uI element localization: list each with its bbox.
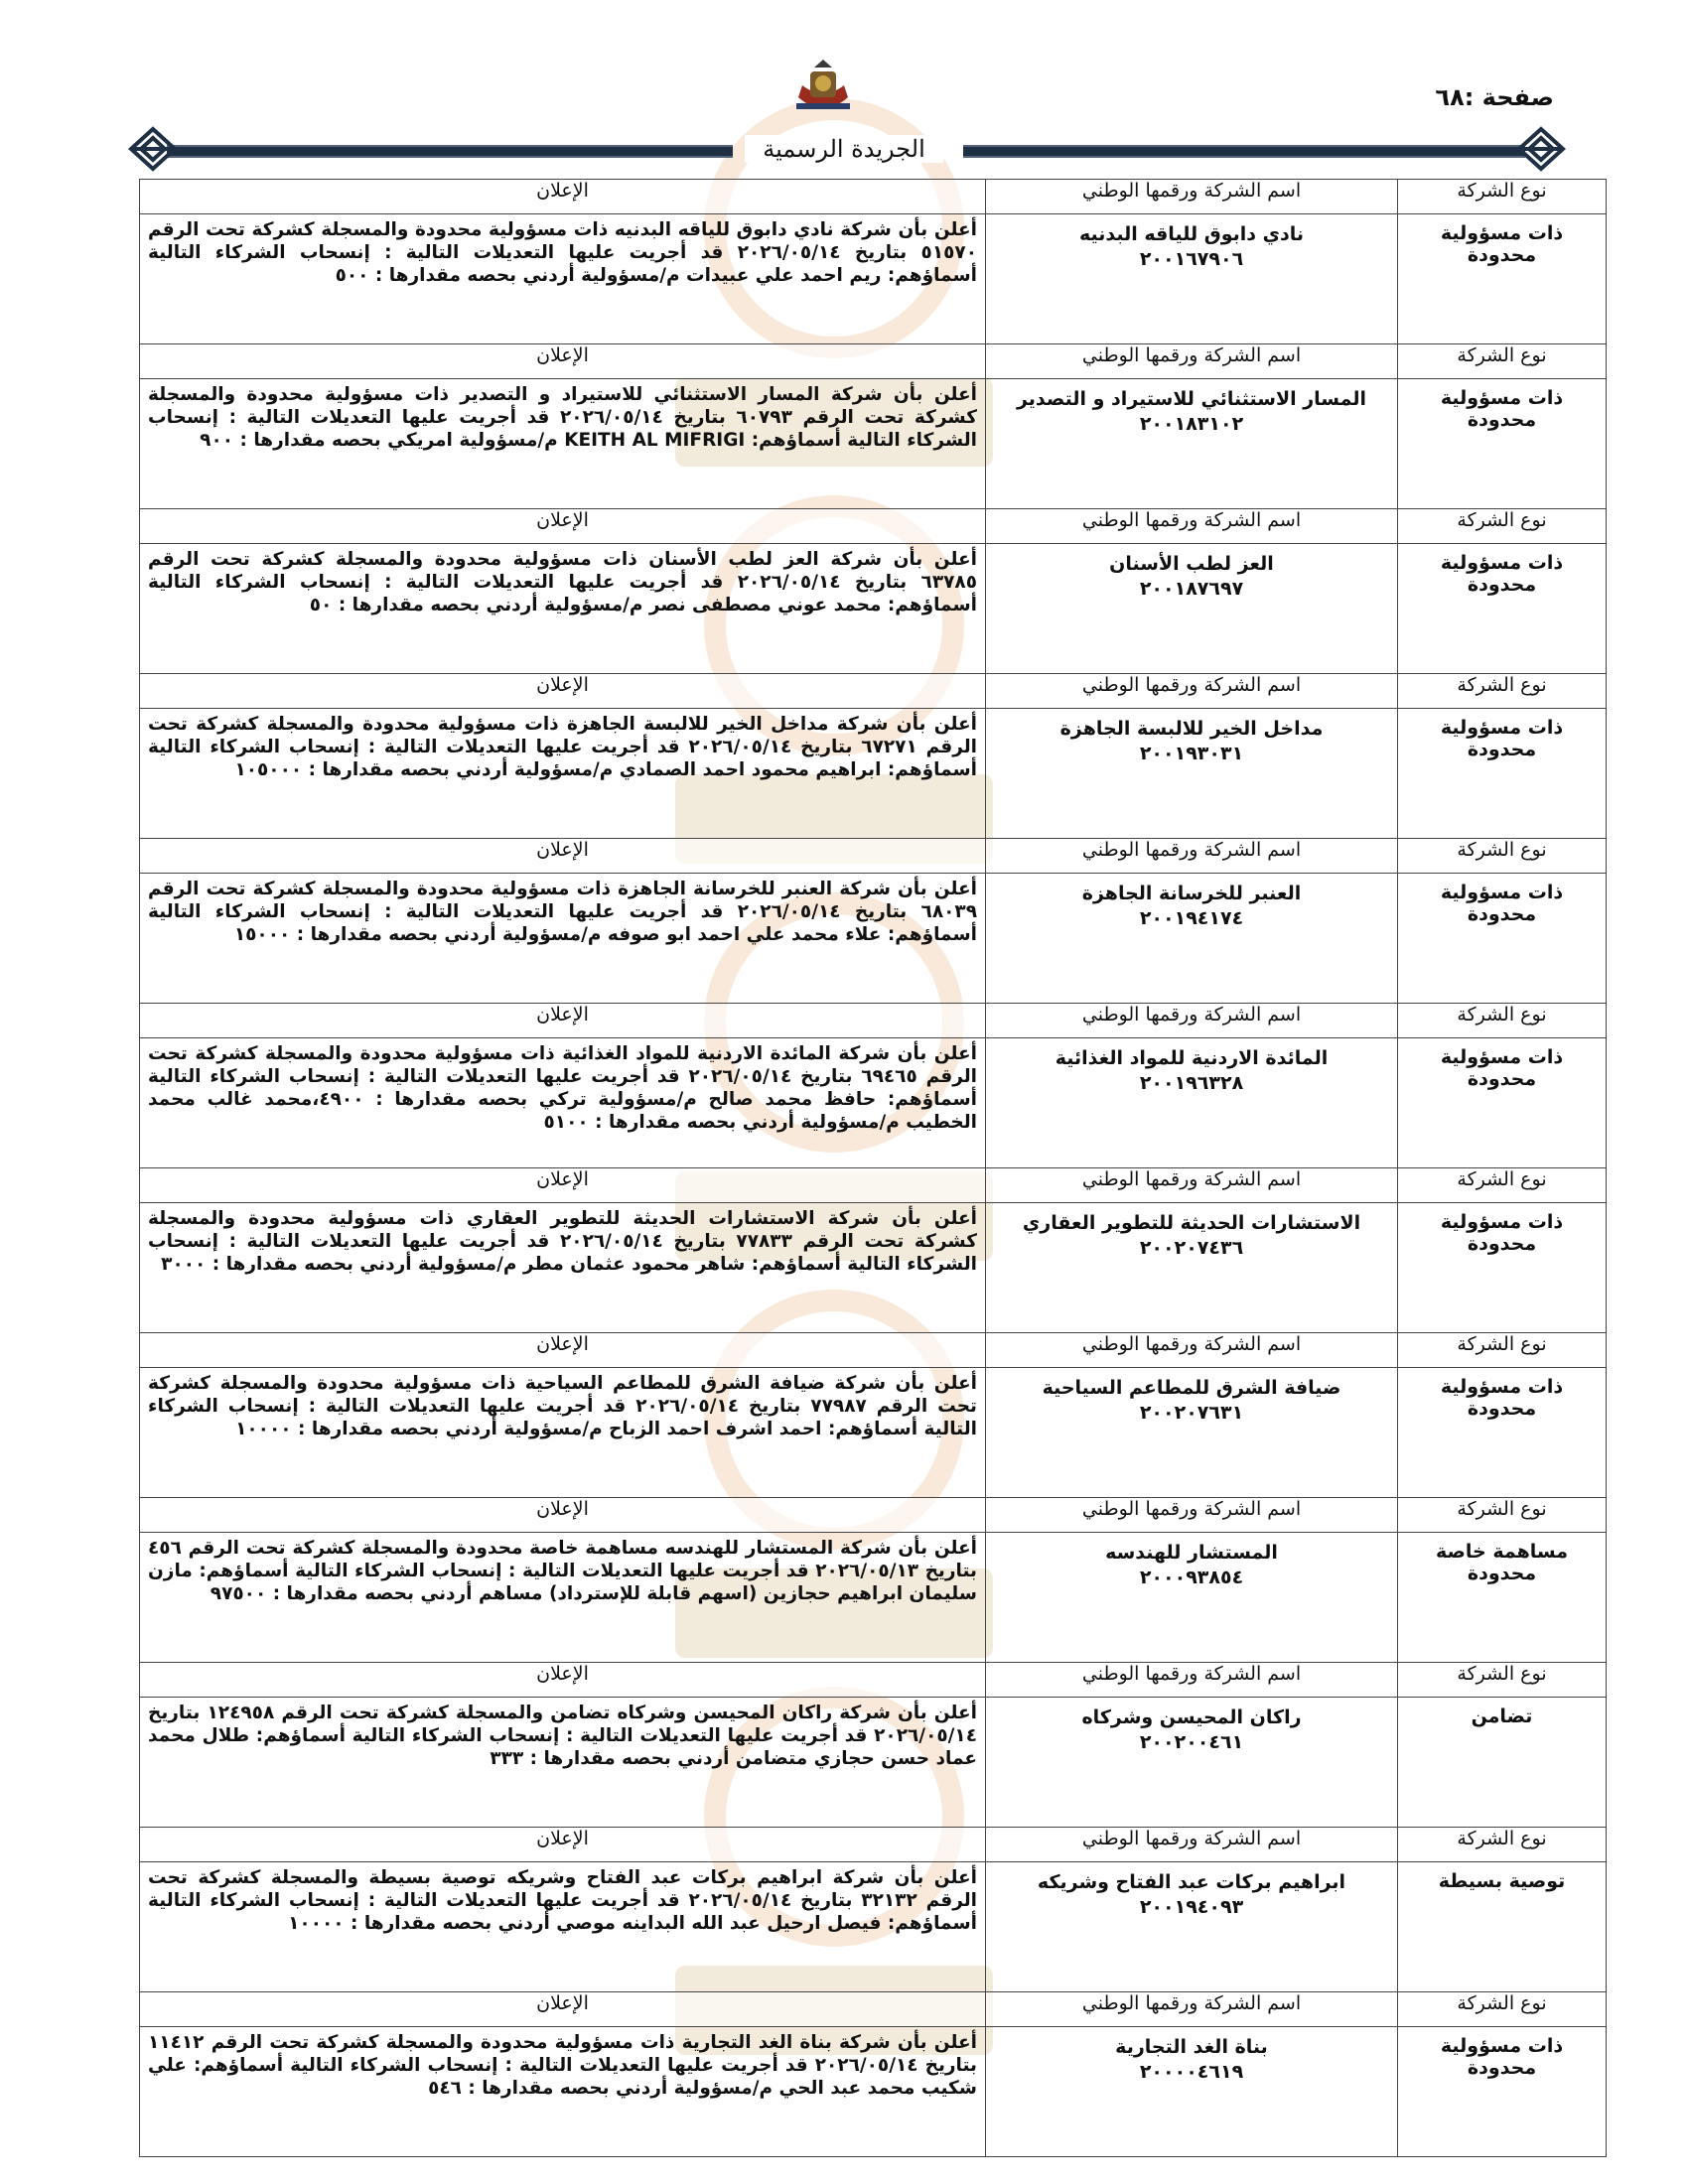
column-header-name: اسم الشركة ورقمها الوطني: [986, 1004, 1398, 1038]
page-number: صفحة :٦٨: [1435, 83, 1554, 111]
gazette-title: الجريدة الرسمية: [745, 135, 943, 163]
company-name: بناة الغد التجارية: [1115, 2036, 1268, 2058]
national-id: ٢٠٠٠٠٤٦١٩: [1139, 2061, 1244, 2083]
record-header-row: [140, 344, 1607, 379]
company-name-cell: [986, 544, 1398, 674]
column-header-name: اسم الشركة ورقمها الوطني: [986, 180, 1398, 214]
company-name: المستشار للهندسه: [1105, 1542, 1278, 1564]
column-header-type: نوع الشركة: [1398, 1663, 1607, 1698]
national-id: ٢٠٠٢٠٧٤٣٦: [1139, 1237, 1244, 1259]
company-name-cell: [986, 1533, 1398, 1663]
record-row: [140, 1698, 1607, 1828]
header-rule-right: [963, 145, 1525, 158]
record-header-row: [140, 1828, 1607, 1862]
record-row: [140, 1862, 1607, 1992]
column-header-notice: الإعلان: [140, 1992, 986, 2027]
column-header-notice: الإعلان: [140, 1663, 986, 1698]
column-header-type: نوع الشركة: [1398, 1168, 1607, 1203]
company-name-cell: [986, 379, 1398, 509]
company-name-cell: [986, 709, 1398, 839]
notice-text: أعلن بأن شركة المسار الاستثنائي للاستيراد و التصدير ذات مسؤولية محدودة والمسجلة كشركة تحت الرقم ٦٠٧٩٣ بتاريخ ٢٠٢٦/٠٥/١٤ قد أجريت عليها التعديلات التالية : إنسحاب الشركاء التالية أسماؤهم: KEITH AL MIFRIGI م/مسؤولية امريكي بحصه مقدارها : ٩٠٠: [140, 379, 986, 509]
notice-text: أعلن بأن شركة ابراهيم بركات عبد الفتاح وشريكه توصية بسيطة والمسجلة كشركة تحت الرقم ٣٢١٣٢ بتاريخ ٢٠٢٦/٠٥/١٤ قد أجريت عليها التعديلات التالية : إنسحاب الشركاء التالية أسماؤهم: فيصل ارحيل عبد الله البداينه موصي أردني بحصه مقدارها : ١٠٠٠٠: [140, 1862, 986, 1992]
record-row: [140, 1368, 1607, 1498]
company-name: ابراهيم بركات عبد الفتاح وشريكه: [1037, 1871, 1346, 1893]
national-id: ٢٠٠٠٩٣٨٥٤: [1139, 1567, 1244, 1588]
column-header-name: اسم الشركة ورقمها الوطني: [986, 1828, 1398, 1862]
column-header-notice: الإعلان: [140, 1828, 986, 1862]
column-header-type: نوع الشركة: [1398, 674, 1607, 709]
column-header-name: اسم الشركة ورقمها الوطني: [986, 509, 1398, 544]
company-type: ذات مسؤولية محدودة: [1398, 2027, 1607, 2157]
company-name-cell: [986, 1862, 1398, 1992]
company-type: ذات مسؤولية محدودة: [1398, 379, 1607, 509]
company-name-cell: [986, 1203, 1398, 1333]
record-header-row: [140, 1333, 1607, 1368]
notice-text: أعلن بأن شركة الاستشارات الحديثة للتطوير العقاري ذات مسؤولية محدودة والمسجلة كشركة تحت الرقم ٧٧٨٣٣ بتاريخ ٢٠٢٦/٠٥/١٤ قد أجريت عليها التعديلات التالية : إنسحاب الشركاء التالية أسماؤهم: شاهر محمود عثمان مطر م/مسؤولية أردني بحصه مقدارها : ٣٠٠٠: [140, 1203, 986, 1333]
company-type: ذات مسؤولية محدودة: [1398, 1038, 1607, 1168]
company-type: تضامن: [1398, 1698, 1607, 1828]
record-row: [140, 2027, 1607, 2157]
national-id: ٢٠٠٢٠٠٤٦١: [1139, 1731, 1244, 1753]
company-name: العنبر للخرسانة الجاهزة: [1081, 883, 1302, 904]
ornament-knot-icon: [127, 125, 179, 173]
column-header-name: اسم الشركة ورقمها الوطني: [986, 1168, 1398, 1203]
record-header-row: [140, 1992, 1607, 2027]
notices-body: [140, 180, 1607, 2157]
company-name: نادي دابوق للياقه البدنيه: [1078, 223, 1305, 245]
national-id: ٢٠٠١٨٣١٠٢: [1139, 413, 1244, 435]
column-header-notice: الإعلان: [140, 674, 986, 709]
company-name: ضيافة الشرق للمطاعم السياحية: [1042, 1377, 1341, 1399]
column-header-notice: الإعلان: [140, 1004, 986, 1038]
column-header-type: نوع الشركة: [1398, 839, 1607, 874]
company-name: راكان المحيسن وشركاه: [1081, 1706, 1302, 1728]
ornament-knot-icon: [1515, 125, 1567, 173]
company-name: المسار الاستثنائي للاستيراد و التصدير: [1016, 388, 1367, 410]
record-header-row: [140, 1498, 1607, 1533]
company-name-cell: [986, 1038, 1398, 1168]
national-id: ٢٠٠١٩٣٠٣١: [1139, 743, 1244, 764]
column-header-type: نوع الشركة: [1398, 344, 1607, 379]
notice-text: أعلن بأن شركة العز لطب الأسنان ذات مسؤولية محدودة والمسجلة كشركة تحت الرقم ٦٣٧٨٥ بتاريخ ٢٠٢٦/٠٥/١٤ قد أجريت عليها التعديلات التالية : إنسحاب الشركاء التالية أسماؤهم: محمد عوني مصطفى نصر م/مسؤولية أردني بحصه مقدارها : ٥٠: [140, 544, 986, 674]
column-header-name: اسم الشركة ورقمها الوطني: [986, 1992, 1398, 2027]
company-type: ذات مسؤولية محدودة: [1398, 1203, 1607, 1333]
column-header-type: نوع الشركة: [1398, 1828, 1607, 1862]
national-id: ٢٠٠١٩٤٠٩٣: [1139, 1896, 1244, 1918]
company-name-cell: [986, 2027, 1398, 2157]
record-row: [140, 1038, 1607, 1168]
column-header-notice: الإعلان: [140, 180, 986, 214]
record-header-row: [140, 1004, 1607, 1038]
column-header-notice: الإعلان: [140, 839, 986, 874]
company-name-cell: [986, 1698, 1398, 1828]
column-header-name: اسم الشركة ورقمها الوطني: [986, 839, 1398, 874]
column-header-type: نوع الشركة: [1398, 1333, 1607, 1368]
company-type: ذات مسؤولية محدودة: [1398, 1368, 1607, 1498]
column-header-notice: الإعلان: [140, 1168, 986, 1203]
company-name: المائدة الاردنية للمواد الغذائية: [1055, 1047, 1329, 1069]
record-header-row: [140, 839, 1607, 874]
company-notices-table: [139, 179, 1607, 2157]
national-id: ٢٠٠١٨٧٦٩٧: [1139, 578, 1244, 600]
national-id: ٢٠٠١٦٧٩٠٦: [1139, 248, 1244, 270]
record-row: [140, 874, 1607, 1004]
record-row: [140, 544, 1607, 674]
record-row: [140, 379, 1607, 509]
company-type: ذات مسؤولية محدودة: [1398, 874, 1607, 1004]
column-header-notice: الإعلان: [140, 509, 986, 544]
notice-text: أعلن بأن شركة مداخل الخير للالبسة الجاهزة ذات مسؤولية محدودة والمسجلة كشركة تحت الرقم ٦٧٢٧١ بتاريخ ٢٠٢٦/٠٥/١٤ قد أجريت عليها التعديلات التالية : إنسحاب الشركاء التالية أسماؤهم: ابراهيم محمود احمد الصمادي م/مسؤولية أردني بحصه مقدارها : ١٠٥٠٠٠: [140, 709, 986, 839]
column-header-type: نوع الشركة: [1398, 180, 1607, 214]
company-type: ذات مسؤولية محدودة: [1398, 544, 1607, 674]
notice-text: أعلن بأن شركة ضيافة الشرق للمطاعم السياحية ذات مسؤولية محدودة والمسجلة كشركة تحت الرقم ٧٧٩٨٧ بتاريخ ٢٠٢٦/٠٥/١٤ قد أجريت عليها التعديلات التالية : إنسحاب الشركاء التالية أسماؤهم: احمد اشرف احمد الزباح م/مسؤولية أردني بحصه مقدارها : ١٠٠٠٠: [140, 1368, 986, 1498]
column-header-type: نوع الشركة: [1398, 1498, 1607, 1533]
national-id: ٢٠٠١٩٤١٧٤: [1139, 907, 1244, 929]
record-row: [140, 709, 1607, 839]
column-header-notice: الإعلان: [140, 1333, 986, 1368]
column-header-notice: الإعلان: [140, 344, 986, 379]
notice-text: أعلن بأن شركة بناة الغد التجارية ذات مسؤولية محدودة والمسجلة كشركة تحت الرقم ١١٤١٢ بتاريخ ٢٠٢٦/٠٥/١٤ قد أجريت عليها التعديلات التالية : إنسحاب الشركاء التالية أسماؤهم: علي شكيب محمد عبد الحي م/مسؤولية أردني بحصه مقدارها : ٥٤٦: [140, 2027, 986, 2157]
company-type: مساهمة خاصة محدودة: [1398, 1533, 1607, 1663]
national-id: ٢٠٠١٩٦٣٢٨: [1139, 1072, 1244, 1094]
company-type: ذات مسؤولية محدودة: [1398, 709, 1607, 839]
coat-of-arms-icon: [790, 58, 856, 121]
notice-text: أعلن بأن شركة المائدة الاردنية للمواد الغذائية ذات مسؤولية محدودة والمسجلة كشركة تحت الرقم ٦٩٤٦٥ بتاريخ ٢٠٢٦/٠٥/١٤ قد أجريت عليها التعديلات التالية : إنسحاب الشركاء التالية أسماؤهم: حافظ محمد صالح م/مسؤولية تركي بحصه مقدارها : ٤٩٠٠،محمد غالب محمد الخطيب م/مسؤولية أردني بحصه مقدارها : ٥١٠٠: [140, 1038, 986, 1168]
column-header-name: اسم الشركة ورقمها الوطني: [986, 1663, 1398, 1698]
column-header-name: اسم الشركة ورقمها الوطني: [986, 1333, 1398, 1368]
column-header-name: اسم الشركة ورقمها الوطني: [986, 1498, 1398, 1533]
record-row: [140, 1533, 1607, 1663]
national-id: ٢٠٠٢٠٧٦٣١: [1139, 1402, 1244, 1424]
record-header-row: [140, 674, 1607, 709]
notice-text: أعلن بأن شركة نادي دابوق للياقه البدنيه ذات مسؤولية محدودة والمسجلة كشركة تحت الرقم ٥١٥٧٠ بتاريخ ٢٠٢٦/٠٥/١٤ قد أجريت عليها التعديلات التالية : إنسحاب الشركاء التالية أسماؤهم: ريم احمد علي عبيدات م/مسؤولية أردني بحصه مقدارها : ٥٠٠: [140, 214, 986, 344]
record-row: [140, 1203, 1607, 1333]
notice-text: أعلن بأن شركة راكان المحيسن وشركاه تضامن والمسجلة كشركة تحت الرقم ١٢٤٩٥٨ بتاريخ ٢٠٢٦/٠٥/١٤ قد أجريت عليها التعديلات التالية : إنسحاب الشركاء التالية أسماؤهم: طلال محمد عماد حسن حجازي متضامن أردني بحصه مقدارها : ٣٣٣: [140, 1698, 986, 1828]
company-type: توصية بسيطة: [1398, 1862, 1607, 1992]
column-header-type: نوع الشركة: [1398, 1992, 1607, 2027]
record-header-row: [140, 509, 1607, 544]
record-row: [140, 214, 1607, 344]
company-type: ذات مسؤولية محدودة: [1398, 214, 1607, 344]
record-header-row: [140, 1168, 1607, 1203]
header-rule-left: [167, 145, 733, 158]
company-name-cell: [986, 874, 1398, 1004]
record-header-row: [140, 1663, 1607, 1698]
column-header-type: نوع الشركة: [1398, 509, 1607, 544]
column-header-notice: الإعلان: [140, 1498, 986, 1533]
notice-text: أعلن بأن شركة العنبر للخرسانة الجاهزة ذات مسؤولية محدودة والمسجلة كشركة تحت الرقم ٦٨٠٣٩ بتاريخ ٢٠٢٦/٠٥/١٤ قد أجريت عليها التعديلات التالية : إنسحاب الشركاء التالية أسماؤهم: علاء محمد علي احمد ابو صوفه م/مسؤولية أردني بحصه مقدارها : ١٥٠٠٠: [140, 874, 986, 1004]
company-name: العز لطب الأسنان: [1109, 553, 1274, 575]
company-name-cell: [986, 1368, 1398, 1498]
column-header-type: نوع الشركة: [1398, 1004, 1607, 1038]
company-name: مداخل الخير للالبسة الجاهزة: [1059, 718, 1324, 740]
record-header-row: [140, 180, 1607, 214]
company-name: الاستشارات الحديثة للتطوير العقاري: [1022, 1212, 1361, 1234]
company-name-cell: [986, 214, 1398, 344]
column-header-name: اسم الشركة ورقمها الوطني: [986, 344, 1398, 379]
notice-text: أعلن بأن شركة المستشار للهندسه مساهمة خاصة محدودة والمسجلة كشركة تحت الرقم ٤٥٦ بتاريخ ٢٠٢٦/٠٥/١٣ قد أجريت عليها التعديلات التالية : إنسحاب الشركاء التالية أسماؤهم: مازن سليمان ابراهيم حجازين (اسهم قابلة للإسترداد) مساهم أردني بحصه مقدارها : ٩٧٥٠٠: [140, 1533, 986, 1663]
column-header-name: اسم الشركة ورقمها الوطني: [986, 674, 1398, 709]
